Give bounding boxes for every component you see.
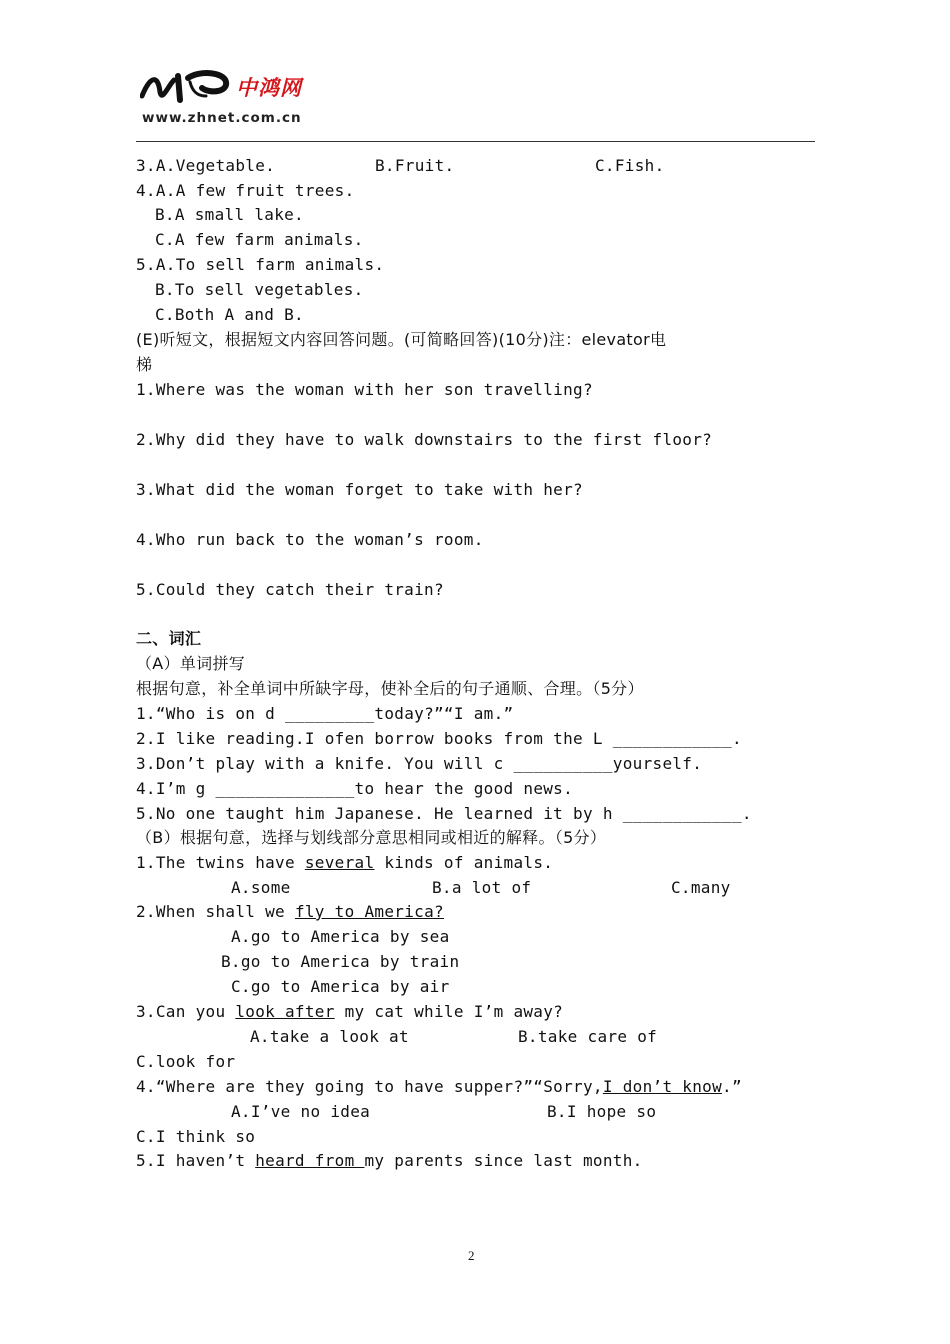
section-e-title: (E)听短文，根据短文内容回答问题。(可简略回答)(10分)注：elevator电 <box>136 330 667 349</box>
instructions-a: 根据句意，补全单词中所缺字母，使补全后的句子通顺、合理。（5分） <box>136 679 644 698</box>
sub-heading-a: （A）单词拼写 <box>136 654 246 673</box>
q5-option-c: C.Both A and B. <box>155 305 304 324</box>
q4-option-c: C.A few farm animals. <box>155 230 364 249</box>
answer-blank[interactable]: ____________ <box>612 729 732 748</box>
spelling-item-3: 3.Don’t play with a knife. You will c __________yourself. <box>136 754 703 773</box>
answer-blank[interactable]: ____________ <box>622 804 742 823</box>
site-logo <box>140 66 400 130</box>
b-question-2: 2.When shall we fly to America? <box>136 902 444 921</box>
logo-brand-text: 中鸿网 <box>236 76 302 100</box>
b3-option-b[interactable]: B.take care of <box>518 1027 658 1046</box>
b1-option-b[interactable]: B.a lot of <box>432 878 532 897</box>
b-question-5: 5.I haven’t heard from my parents since last month. <box>136 1151 643 1170</box>
underlined-phrase: fly to America? <box>294 902 444 921</box>
spelling-item-2: 2.I like reading.I ofen borrow books from the L ____________. <box>136 729 742 748</box>
b-question-3: 3.Can you look after my cat while I’m away? <box>136 1002 564 1021</box>
sub-heading-b: （B）根据句意，选择与划线部分意思相同或相近的解释。（5分） <box>136 828 607 847</box>
e-question-2: 2.Why did they have to walk downstairs to the first floor? <box>136 430 713 449</box>
section-e-title-cont: 梯 <box>136 355 153 374</box>
b1-option-a[interactable]: A.some <box>231 878 291 897</box>
answer-blank[interactable]: ______________ <box>215 779 355 798</box>
question-3-options: 3.A.Vegetable. <box>136 156 276 175</box>
b4-option-a[interactable]: A.I’ve no idea <box>231 1102 371 1121</box>
b4-option-b[interactable]: B.I hope so <box>547 1102 657 1121</box>
underlined-phrase: look after <box>235 1002 335 1021</box>
underlined-phrase: several <box>304 853 375 872</box>
section-heading-vocabulary: 二、词汇 <box>136 629 202 648</box>
b3-option-c[interactable]: C.look for <box>136 1052 236 1071</box>
brush-logo-icon <box>140 66 232 108</box>
e-question-4: 4.Who run back to the woman’s room. <box>136 530 484 549</box>
q3-option-b: B.Fruit. <box>375 156 455 175</box>
question-5-option-a: 5.A.To sell farm animals. <box>136 255 385 274</box>
q5-option-b: B.To sell vegetables. <box>155 280 364 299</box>
underlined-phrase: heard from <box>255 1151 365 1170</box>
q3-option-c: C.Fish. <box>595 156 665 175</box>
e-question-3: 3.What did the woman forget to take with her? <box>136 480 583 499</box>
b2-option-a[interactable]: A.go to America by sea <box>231 927 450 946</box>
b-question-1: 1.The twins have several kinds of animals. <box>136 853 554 872</box>
page-number: 2 <box>468 1248 475 1263</box>
q4-option-b: B.A small lake. <box>155 205 304 224</box>
logo-url: www.zhnet.com.cn <box>142 110 302 126</box>
b1-option-c[interactable]: C.many <box>671 878 731 897</box>
spelling-item-1: 1.“Who is on d _________today?”“I am.” <box>136 704 514 723</box>
spelling-item-5: 5.No one taught him Japanese. He learned it by h ____________. <box>136 804 752 823</box>
b2-option-c[interactable]: C.go to America by air <box>231 977 450 996</box>
spelling-item-4: 4.I’m g ______________to hear the good news. <box>136 779 574 798</box>
answer-blank[interactable]: __________ <box>513 754 613 773</box>
b4-option-c[interactable]: C.I think so <box>136 1127 256 1146</box>
b2-option-b[interactable]: B.go to America by train <box>221 952 460 971</box>
answer-blank[interactable]: _________ <box>285 704 375 723</box>
question-4-option-a: 4.A.A few fruit trees. <box>136 181 355 200</box>
header-divider <box>136 141 815 142</box>
e-question-1: 1.Where was the woman with her son travelling? <box>136 380 593 399</box>
b3-option-a[interactable]: A.take a look at <box>250 1027 409 1046</box>
e-question-5: 5.Could they catch their train? <box>136 580 444 599</box>
underlined-phrase: I don’t know <box>602 1077 723 1096</box>
b-question-4: 4.“Where are they going to have supper?”“Sorry,I don’t know.” <box>136 1077 742 1096</box>
